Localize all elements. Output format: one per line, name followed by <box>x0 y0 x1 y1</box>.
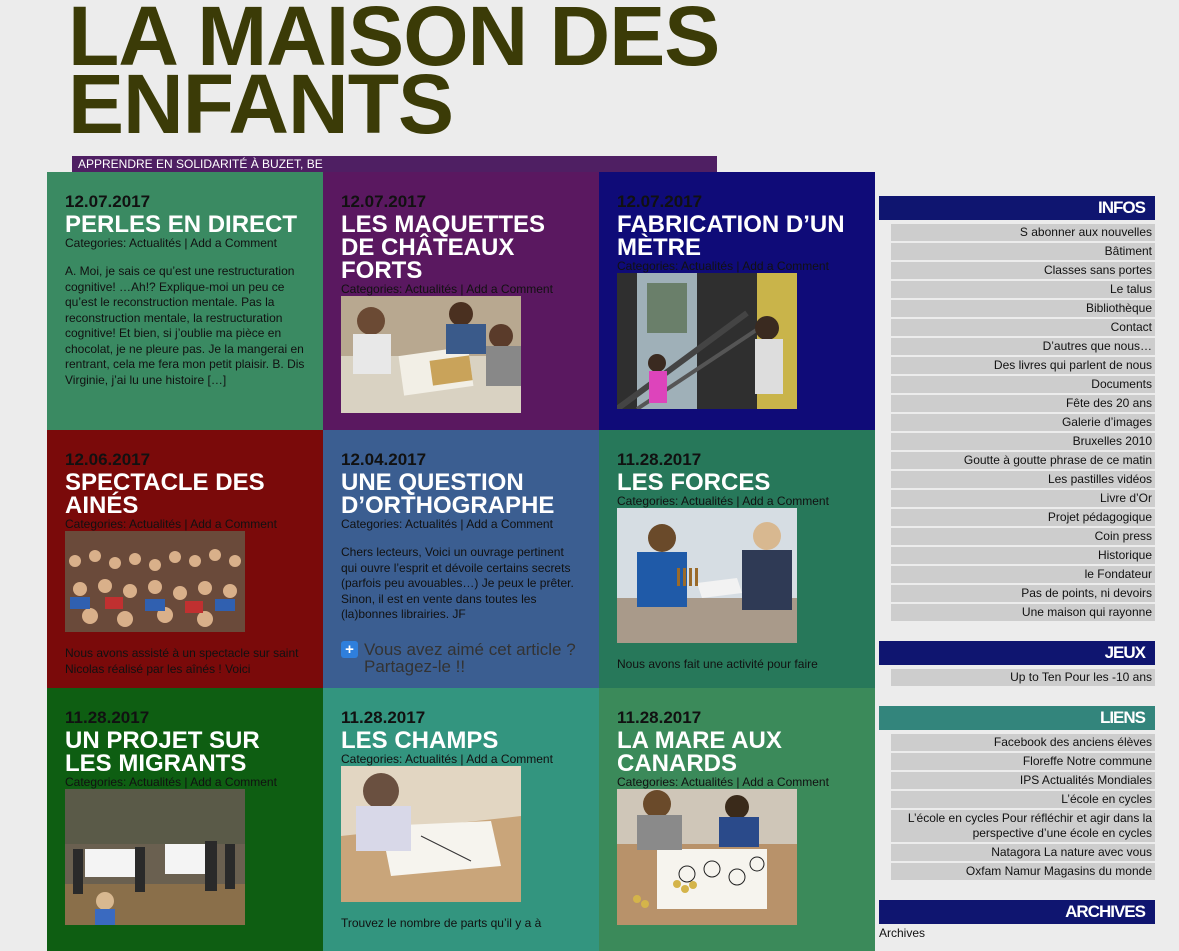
post-meta <box>341 517 581 531</box>
post-title[interactable]: LA MARE AUX CANARDS <box>617 727 782 777</box>
post-meta <box>617 259 857 273</box>
post-tile[interactable] <box>599 430 875 688</box>
add-comment-link[interactable]: Add a Comment <box>466 752 553 766</box>
post-tile[interactable] <box>323 688 599 951</box>
post-date: 12.06.2017 <box>65 450 151 469</box>
post-excerpt: Trouvez le nombre de parts qu’il y a à <box>341 916 542 930</box>
add-comment-link[interactable]: Add a Comment <box>742 259 829 273</box>
categories-label: Categories: <box>341 517 403 531</box>
share-text[interactable]: Vous avez aimé cet article ? Partagez-le !! <box>364 639 576 676</box>
meta-separator: | <box>733 259 743 273</box>
post-title[interactable]: FABRICATION D’UN MÈTRE <box>617 211 845 261</box>
post-tile[interactable] <box>323 172 599 430</box>
post-date: 12.04.2017 <box>341 450 427 469</box>
post-date: 12.07.2017 <box>617 192 703 211</box>
infos-list <box>891 224 1155 621</box>
post-tile[interactable] <box>47 430 323 688</box>
meta-separator: | <box>181 236 191 250</box>
meta-separator: | <box>733 775 743 789</box>
sidebar-link[interactable]: Bruxelles 2010 <box>891 433 1155 450</box>
post-meta <box>341 752 581 766</box>
add-comment-link[interactable]: Add a Comment <box>742 775 829 789</box>
post-excerpt: A. Moi, je sais ce qu’est une restructuration cognitive! …Ah!? Explique-moi un peu ce qu’est le reconstruction mentale. Pas la reconstruction mentale, la restructuration cognitive! Et bien, si j’oublie ma pièce en chocolat, je ne pleure pas. Je la mangerai en rentrant, cela me fera mon petit plaisir. B. Dis Virginie, j’ai lu une histoire […] <box>65 264 305 387</box>
categories-label: Categories: <box>65 517 127 531</box>
widget-title-infos: INFOS <box>879 196 1155 220</box>
post-meta <box>617 775 857 789</box>
categories-label: Categories: <box>341 282 403 296</box>
sidebar-link[interactable]: Une maison qui rayonne <box>891 604 1155 621</box>
meta-separator: | <box>457 752 467 766</box>
liens-list <box>891 734 1155 880</box>
post-thumbnail[interactable] <box>65 531 245 632</box>
sidebar-link[interactable]: Goutte à goutte phrase de ce matin <box>891 452 1155 469</box>
sidebar-link[interactable]: Le talus <box>891 281 1155 298</box>
sidebar-link[interactable]: le Fondateur <box>891 566 1155 583</box>
site-tagline: APPRENDRE EN SOLIDARITÉ À BUZET, BE <box>72 156 717 172</box>
post-tile[interactable] <box>47 688 323 951</box>
post-title[interactable]: SPECTACLE DES AINÉS <box>65 469 265 519</box>
categories-label: Categories: <box>341 752 403 766</box>
sidebar-link[interactable]: Pas de points, ni devoirs <box>891 585 1155 602</box>
add-comment-link[interactable]: Add a Comment <box>466 282 553 296</box>
add-comment-link[interactable]: Add a Comment <box>190 775 277 789</box>
category-link[interactable]: Actualités <box>405 282 458 296</box>
post-tile[interactable] <box>599 172 875 430</box>
sidebar-link[interactable]: Projet pédagogique <box>891 509 1155 526</box>
category-link[interactable]: Actualités <box>681 494 734 508</box>
sidebar-link[interactable]: L’école en cycles Pour réfléchir et agir dans la perspective d’une école en cycles <box>891 810 1155 842</box>
category-link[interactable]: Actualités <box>681 775 734 789</box>
post-title[interactable]: UN PROJET SUR LES MIGRANTS <box>65 727 260 777</box>
post-title[interactable]: PERLES EN DIRECT <box>65 211 298 238</box>
post-thumbnail[interactable] <box>617 789 797 925</box>
post-title[interactable]: LES CHAMPS <box>341 727 499 754</box>
posts-grid <box>47 172 875 951</box>
post-date: 11.28.2017 <box>341 708 426 727</box>
post-excerpt: Chers lecteurs, Voici un ouvrage pertinent qui ouvre l’esprit et dévoile certains secrets (parfois peu avouables…) Je peux le prêter. Sinon, il est en vente dans toutes les (la)bonnes librairies. JF <box>341 545 574 621</box>
sidebar-link[interactable]: Bibliothèque <box>891 300 1155 317</box>
archives-select[interactable]: Archives <box>879 926 926 940</box>
post-excerpt: Nous avons fait une activité pour faire <box>617 657 818 671</box>
post-meta <box>65 517 305 531</box>
post-thumbnail[interactable] <box>65 789 245 925</box>
sidebar-link[interactable]: Up to Ten Pour les -10 ans <box>891 669 1155 686</box>
plus-icon[interactable]: + <box>341 641 358 658</box>
sidebar-link[interactable]: Floreffe Notre commune <box>891 753 1155 770</box>
post-tile[interactable] <box>47 172 323 430</box>
post-tile[interactable] <box>323 430 599 688</box>
categories-label: Categories: <box>617 494 679 508</box>
post-excerpt: Nous avons assisté à un spectacle sur saint Nicolas réalisé par les aînés ! Voici <box>65 646 299 676</box>
site-title[interactable]: LA MAISON DES ENFANTS <box>68 0 720 151</box>
post-date: 11.28.2017 <box>617 708 702 727</box>
post-date: 11.28.2017 <box>617 450 702 469</box>
post-meta <box>617 494 857 508</box>
meta-separator: | <box>181 517 191 531</box>
category-link[interactable]: Actualités <box>129 236 182 250</box>
meta-separator: | <box>733 494 743 508</box>
category-link[interactable]: Actualités <box>681 259 734 273</box>
categories-label: Categories: <box>65 775 127 789</box>
add-comment-link[interactable]: Add a Comment <box>466 517 553 531</box>
category-link[interactable]: Actualités <box>129 517 182 531</box>
add-comment-link[interactable]: Add a Comment <box>190 236 277 250</box>
sidebar-link[interactable]: Fête des 20 ans <box>891 395 1155 412</box>
sidebar-link[interactable]: IPS Actualités Mondiales <box>891 772 1155 789</box>
post-thumbnail[interactable] <box>617 508 797 643</box>
category-link[interactable]: Actualités <box>405 517 458 531</box>
sidebar-link[interactable]: D’autres que nous… <box>891 338 1155 355</box>
widget-title-jeux: JEUX <box>879 641 1155 665</box>
post-date: 12.07.2017 <box>341 192 427 211</box>
sidebar-link[interactable]: Facebook des anciens élèves <box>891 734 1155 751</box>
sidebar-link[interactable]: Livre d’Or <box>891 490 1155 507</box>
post-title[interactable]: LES FORCES <box>617 469 771 496</box>
widget-title-liens: LIENS <box>879 706 1155 730</box>
meta-separator: | <box>457 282 467 296</box>
sidebar-link[interactable]: Les pastilles vidéos <box>891 471 1155 488</box>
post-meta <box>65 775 305 789</box>
sidebar <box>879 196 1155 941</box>
sidebar-link[interactable]: Historique <box>891 547 1155 564</box>
jeux-list <box>891 669 1155 686</box>
sidebar-link[interactable]: Natagora La nature avec vous <box>891 844 1155 861</box>
meta-separator: | <box>457 517 467 531</box>
meta-separator: | <box>181 775 191 789</box>
category-link[interactable]: Actualités <box>129 775 182 789</box>
sidebar-link[interactable]: Bâtiment <box>891 243 1155 260</box>
post-tile[interactable] <box>599 688 875 951</box>
post-meta <box>341 282 581 296</box>
post-date: 12.07.2017 <box>65 192 151 211</box>
post-meta <box>65 236 305 250</box>
sidebar-link[interactable]: S abonner aux nouvelles <box>891 224 1155 241</box>
categories-label: Categories: <box>617 775 679 789</box>
sidebar-link[interactable]: Coin press <box>891 528 1155 545</box>
widget-title-archives: ARCHIVES <box>879 900 1155 924</box>
post-title[interactable]: LES MAQUETTES DE CHÂTEAUX FORTS <box>341 211 546 284</box>
post-date: 11.28.2017 <box>65 708 150 727</box>
post-thumbnail[interactable] <box>617 273 797 409</box>
sidebar-link[interactable]: Classes sans portes <box>891 262 1155 279</box>
sidebar-link[interactable]: L’école en cycles <box>891 791 1155 808</box>
sidebar-link[interactable]: Des livres qui parlent de nous <box>891 357 1155 374</box>
sidebar-link[interactable]: Contact <box>891 319 1155 336</box>
add-comment-link[interactable]: Add a Comment <box>190 517 277 531</box>
add-comment-link[interactable]: Add a Comment <box>742 494 829 508</box>
categories-label: Categories: <box>617 259 679 273</box>
categories-label: Categories: <box>65 236 127 250</box>
post-thumbnail[interactable] <box>341 296 521 413</box>
sidebar-link[interactable]: Galerie d’images <box>891 414 1155 431</box>
sidebar-link[interactable]: Oxfam Namur Magasins du monde <box>891 863 1155 880</box>
post-thumbnail[interactable] <box>341 766 521 902</box>
post-title[interactable]: UNE QUESTION D’ORTHOGRAPHE <box>341 469 555 519</box>
category-link[interactable]: Actualités <box>405 752 458 766</box>
sidebar-link[interactable]: Documents <box>891 376 1155 393</box>
share-widget[interactable] <box>341 641 581 675</box>
